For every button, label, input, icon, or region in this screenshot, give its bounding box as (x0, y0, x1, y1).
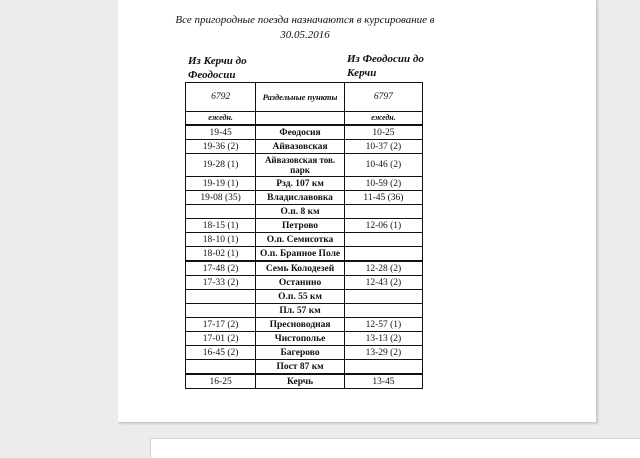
direction-left-label: Из Керчи до Феодосии (188, 55, 247, 81)
time-left (186, 304, 256, 318)
station-name: Останино (256, 276, 345, 290)
station-name: Феодосия (256, 125, 345, 140)
table-row (186, 140, 423, 154)
table-row (186, 332, 423, 346)
train-right-number: 6797 (344, 83, 422, 112)
time-left: 17-17 (2) (186, 318, 256, 332)
time-left: 16-25 (186, 374, 256, 389)
direction-right-label: Из Феодосии до Керчи (347, 53, 424, 79)
station-name: О.п. 8 км (256, 205, 345, 219)
time-right: 10-46 (2) (344, 154, 422, 177)
time-right (344, 233, 422, 247)
next-page[interactable] (150, 438, 640, 458)
time-right: 12-06 (1) (344, 219, 422, 233)
table-row (186, 154, 423, 177)
table-row (186, 304, 423, 318)
time-left: 18-15 (1) (186, 219, 256, 233)
station-name: О.п. Семисотка (256, 233, 345, 247)
table-row (186, 247, 423, 262)
time-left: 19-19 (1) (186, 177, 256, 191)
table-row (186, 177, 423, 191)
time-right: 11-45 (36) (344, 191, 422, 205)
station-name: О.п. 55 км (256, 290, 345, 304)
time-left: 16-45 (2) (186, 346, 256, 360)
time-right: 10-25 (344, 125, 422, 140)
time-left (186, 205, 256, 219)
table-row (186, 318, 423, 332)
timetable (185, 82, 423, 389)
time-left: 19-28 (1) (186, 154, 256, 177)
time-right (344, 205, 422, 219)
time-left: 17-48 (2) (186, 261, 256, 276)
time-left (186, 290, 256, 304)
station-name: Пост 87 км (256, 360, 345, 375)
table-header-row (186, 83, 423, 112)
time-right: 12-57 (1) (344, 318, 422, 332)
time-right: 13-45 (344, 374, 422, 389)
time-right: 10-59 (2) (344, 177, 422, 191)
station-name: Керчь (256, 374, 345, 389)
time-left: 18-02 (1) (186, 247, 256, 262)
time-left: 19-08 (35) (186, 191, 256, 205)
time-right: 13-29 (2) (344, 346, 422, 360)
document-heading: Все пригородные поезда назначаются в курсирование в 30.05.2016 (175, 14, 435, 41)
table-row (186, 261, 423, 276)
station-name: Рзд. 107 км (256, 177, 345, 191)
table-row (186, 276, 423, 290)
station-name: Айвазовская тов. парк (256, 154, 345, 177)
right-margin-area (597, 0, 640, 423)
table-row (186, 233, 423, 247)
time-right (344, 290, 422, 304)
station-name: Петрово (256, 219, 345, 233)
station-name: Семь Колодезей (256, 261, 345, 276)
time-left (186, 360, 256, 375)
frequency-left: ежедн. (186, 112, 256, 126)
frequency-row (186, 112, 423, 126)
station-name: Владиславовка (256, 191, 345, 205)
station-name: Пл. 57 км (256, 304, 345, 318)
station-name: Багерово (256, 346, 345, 360)
left-margin-area (0, 0, 118, 457)
time-right: 10-37 (2) (344, 140, 422, 154)
time-left: 19-36 (2) (186, 140, 256, 154)
table-row (186, 374, 423, 389)
table-row (186, 346, 423, 360)
time-left: 19-45 (186, 125, 256, 140)
time-left: 17-01 (2) (186, 332, 256, 346)
train-left-number: 6792 (186, 83, 256, 112)
frequency-middle (256, 112, 345, 126)
station-name: Чистополье (256, 332, 345, 346)
station-name: Пресноводная (256, 318, 345, 332)
station-name: О.п. Бранное Поле (256, 247, 345, 262)
time-right (344, 360, 422, 375)
table-row (186, 360, 423, 375)
time-right: 13-13 (2) (344, 332, 422, 346)
table-row (186, 191, 423, 205)
table-row (186, 290, 423, 304)
station-name: Айвазовская (256, 140, 345, 154)
stations-header: Раздельные пункты (256, 83, 345, 112)
time-right: 12-28 (2) (344, 261, 422, 276)
table-row (186, 125, 423, 140)
time-right: 12-43 (2) (344, 276, 422, 290)
frequency-right: ежедн. (344, 112, 422, 126)
time-right (344, 247, 422, 262)
time-left: 18-10 (1) (186, 233, 256, 247)
time-left: 17-33 (2) (186, 276, 256, 290)
table-row (186, 219, 423, 233)
table-row (186, 205, 423, 219)
time-right (344, 304, 422, 318)
